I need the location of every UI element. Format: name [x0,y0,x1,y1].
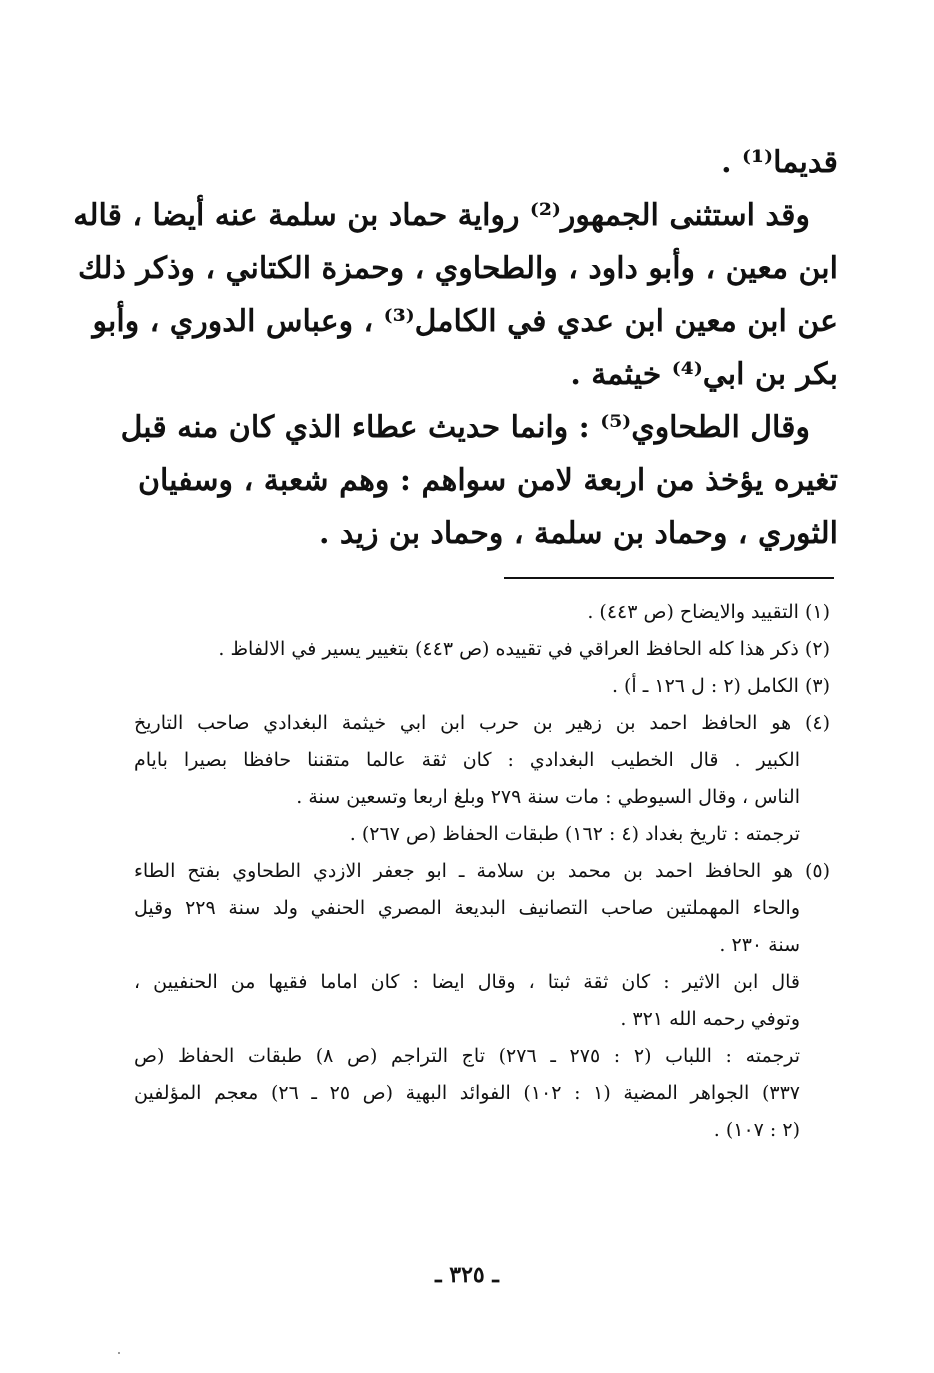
main-text [73,136,838,560]
main-text-line: قديما⁽¹⁾ . [721,145,838,180]
footnote-line: قال ابن الاثير : كان ثقة ثبتا ، وقال ايضا : كان اماما فقيها من الحنفيين ، [134,971,800,993]
footnote-line: ترجمته : اللباب (٢ : ٢٧٥ ـ ٢٧٦) تاج التراجم (ص ٨) طبقات الحفاظ (ص [134,1045,800,1067]
footnote-line: وتوفي رحمه الله ٣٢١ . [620,1008,800,1030]
main-text-line: وقال الطحاوي⁽⁵⁾ : وانما حديث عطاء الذي كان منه قبل [120,410,810,445]
footnote-line: ترجمته : تاريخ بغداد (٤ : ١٦٢) طبقات الحفاظ (ص ٢٦٧) . [349,823,800,845]
main-text-line: ابن معين ، وأبو داود ، والطحاوي ، وحمزة الكتاني ، وذكر ذلك [78,251,838,286]
footnote-line: (٣) الكامل (٢ : ل ١٢٦ ـ أ) . [611,675,830,697]
footnote-line: (٥) هو الحافظ احمد بن محمد بن سلامة ـ ابو جعفر الازدي الطحاوي بفتح الطاء [134,860,830,882]
scan-speck [118,1352,120,1354]
footnote-line: (٢) ذكر هذا كله الحافظ العراقي في تقييده (ص ٤٤٣) بتغيير يسير في الالفاظ . [218,638,830,660]
main-text-line: بكر بن ابي⁽⁴⁾ خيثمة . [570,357,838,392]
footnote-line: والحاء المهملتين صاحب التصانيف البديعة المصري الحنفي ولد سنة ٢٢٩ وقيل [134,897,800,919]
footnote-line: (٢ : ١٠٧) . [713,1119,800,1141]
footnote-separator [504,577,834,579]
footnotes [134,594,830,1149]
main-text-line: وقد استثنى الجمهور⁽²⁾ رواية حماد بن سلمة عنه أيضا ، قاله [73,198,810,233]
footnote-line: سنة ٢٣٠ . [719,934,800,956]
main-text-line: الثوري ، وحماد بن سلمة ، وحماد بن زيد . [318,516,838,551]
main-text-line: عن ابن معين ابن عدي في الكامل⁽³⁾ ، وعباس الدوري ، وأبو [92,304,838,339]
main-text-line: تغيره يؤخذ من اربعة لامن سواهم : وهم شعبة ، وسفيان [138,463,838,498]
footnote-line: (١) التقييد والايضاح (ص ٤٤٣) . [587,601,830,623]
footnote-line: ٣٣٧) الجواهر المضية (١ : ١٠٢) الفوائد البهية (ص ٢٥ ـ ٢٦) معجم المؤلفين [134,1082,800,1104]
footnote-line: (٤) هو الحافظ احمد بن زهير بن حرب ابن ابي خيثمة البغدادي صاحب التاريخ [134,712,830,734]
page-number: ـ ٣٢٥ ـ [435,1262,499,1288]
footnote-line: الكبير . قال الخطيب البغدادي : كان ثقة عالما متقننا حافظا بصيرا بايام [134,749,800,771]
footnote-line: الناس ، وقال السيوطي : مات سنة ٢٧٩ وبلغ اربعا وتسعين سنة . [296,786,800,808]
